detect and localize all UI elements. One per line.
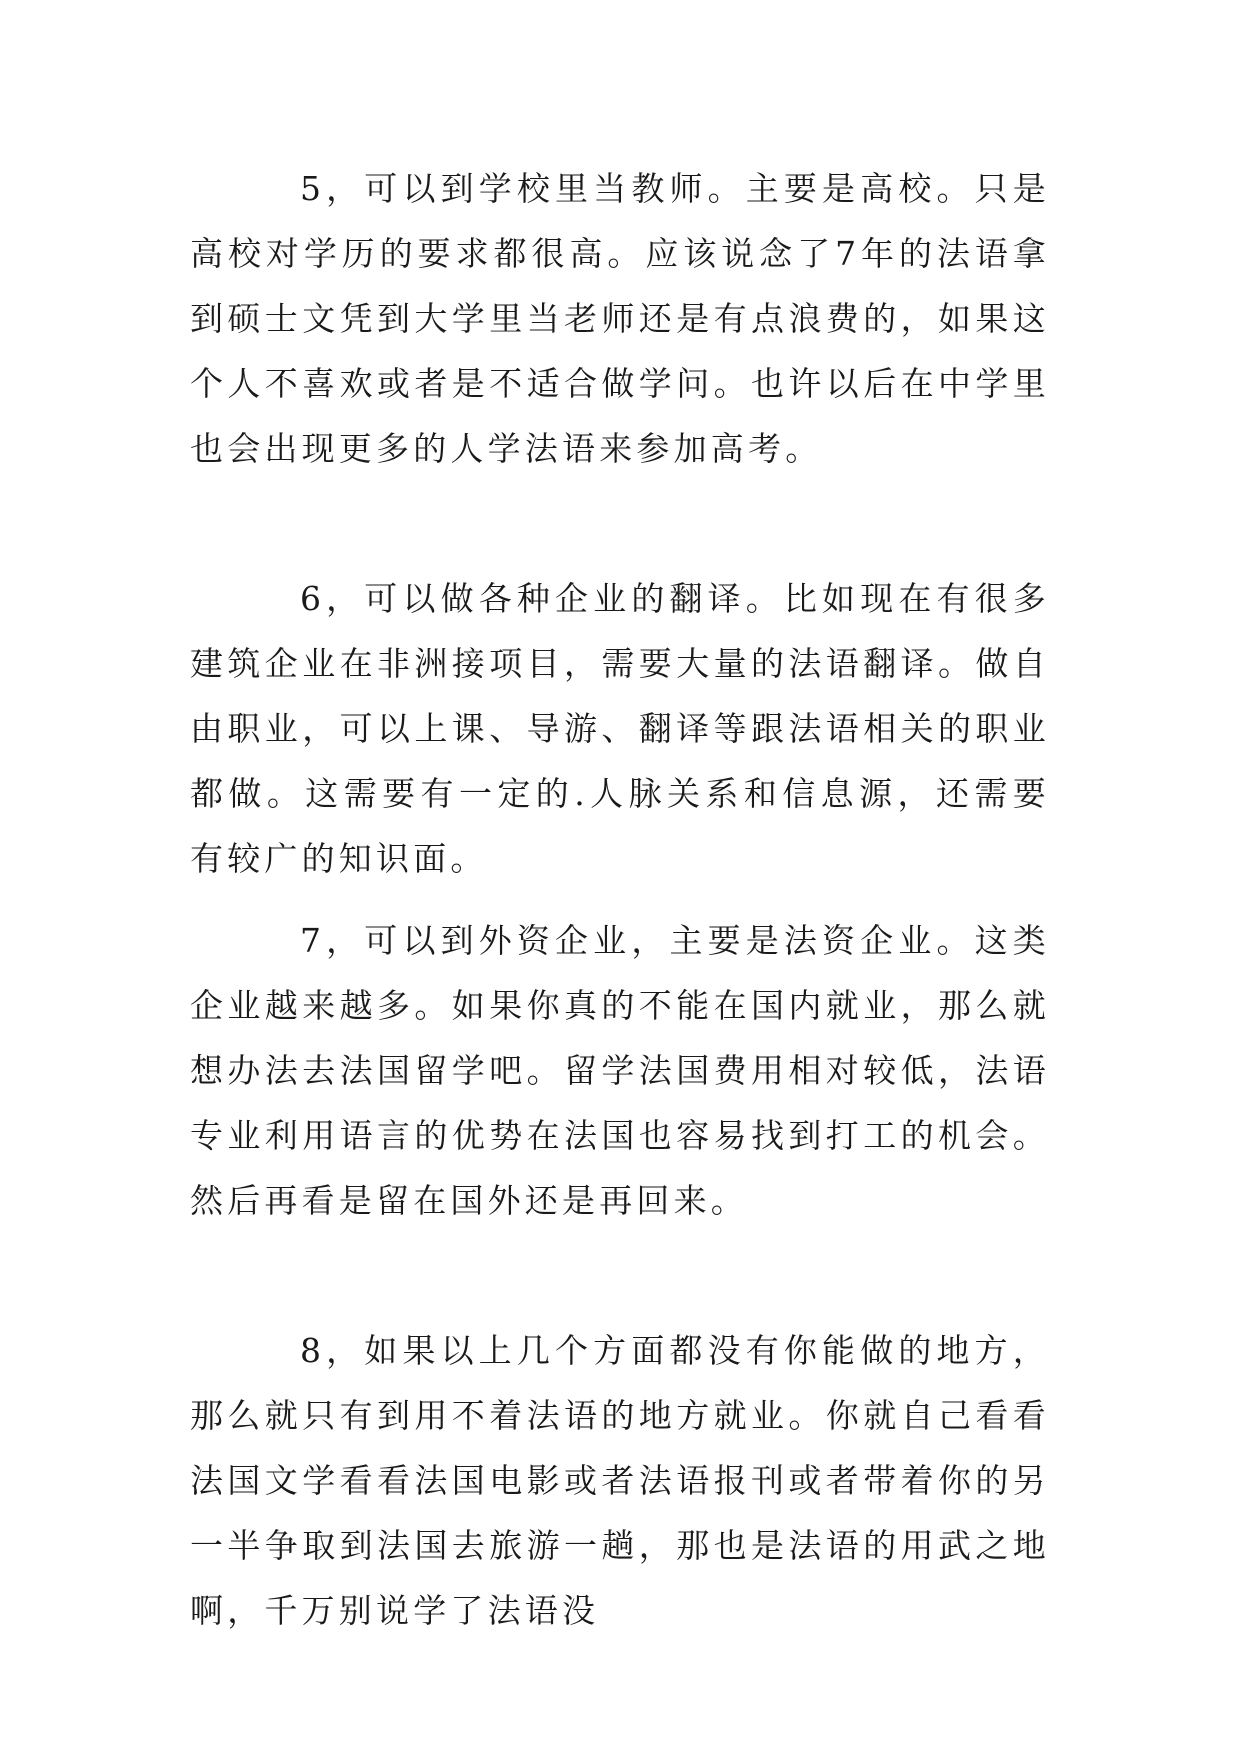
paragraph-7: 7，可以到外资企业，主要是法资企业。这类企业越来越多。如果你真的不能在国内就业，那么就想办法去法国留学吧。留学法国费用相对较低，法语专业利用语言的优势在法国也容易找到打工的机会。然后再看是留在国外还是再回来。	[190, 921, 1050, 1220]
paragraph-6: 6，可以做各种企业的翻译。比如现在有很多建筑企业在非洲接项目，需要大量的法语翻译。做自由职业，可以上课、导游、翻译等跟法语相关的职业都做。这需要有一定的.人脉关系和信息源，还需要有较广的知识面。	[190, 579, 1050, 878]
paragraph-8: 8，如果以上几个方面都没有你能做的地方，那么就只有到用不着法语的地方就业。你就自己看看法国文学看看法国电影或者法语报刊或者带着你的另一半争取到法国去旅游一趟，那也是法语的用武之地啊，千万别说学了法语没	[190, 1331, 1050, 1630]
paragraph-5: 5，可以到学校里当教师。主要是高校。只是高校对学历的要求都很高。应该说念了7年的法语拿到硕士文凭到大学里当老师还是有点浪费的，如果这个人不喜欢或者是不适合做学问。也许以后在中学里也会出现更多的人学法语来参加高考。	[190, 169, 1050, 468]
